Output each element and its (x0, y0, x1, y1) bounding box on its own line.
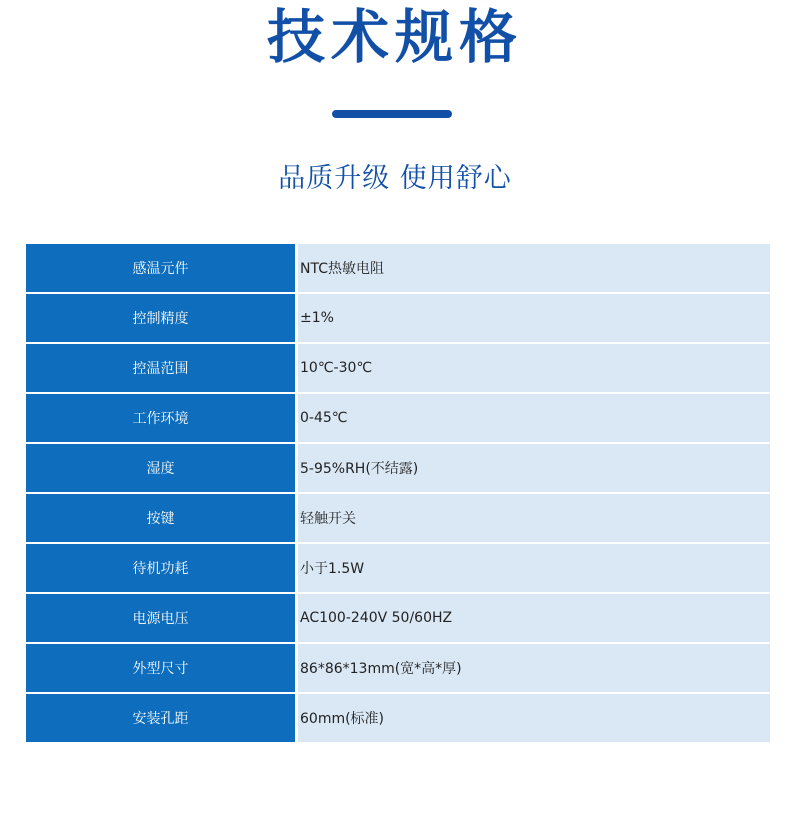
spec-table (26, 244, 770, 744)
spec-label: 湿度 (26, 444, 295, 492)
spec-value: 60mm(标准) (298, 694, 770, 742)
spec-row-sensor (26, 244, 770, 292)
spec-value: AC100-240V 50/60HZ (298, 594, 770, 642)
spec-label: 工作环境 (26, 394, 295, 442)
spec-label: 电源电压 (26, 594, 295, 642)
spec-label: 感温元件 (26, 244, 295, 292)
spec-label: 控制精度 (26, 294, 295, 342)
spec-label: 按键 (26, 494, 295, 542)
spec-row-dimensions (26, 644, 770, 692)
spec-value: 5-95%RH(不结露) (298, 444, 770, 492)
title-divider (332, 110, 452, 118)
spec-value: NTC热敏电阻 (298, 244, 770, 292)
spec-row-voltage (26, 594, 770, 642)
page-title: 技术规格 (266, 3, 523, 71)
spec-value: 10℃-30℃ (298, 344, 770, 392)
spec-value: 小于1.5W (298, 544, 770, 592)
spec-label: 控温范围 (26, 344, 295, 392)
spec-value: ±1% (298, 294, 770, 342)
spec-row-standby-power (26, 544, 770, 592)
spec-label: 外型尺寸 (26, 644, 295, 692)
spec-row-temp-range (26, 344, 770, 392)
spec-row-accuracy (26, 294, 770, 342)
spec-label: 安装孔距 (26, 694, 295, 742)
spec-value: 0-45℃ (298, 394, 770, 442)
spec-row-humidity (26, 444, 770, 492)
spec-row-environment (26, 394, 770, 442)
spec-label: 待机功耗 (26, 544, 295, 592)
spec-value: 轻触开关 (298, 494, 770, 542)
spec-row-mounting (26, 694, 770, 742)
page-subtitle: 品质升级 使用舒心 (278, 163, 512, 194)
spec-row-buttons (26, 494, 770, 542)
spec-value: 86*86*13mm(宽*高*厚) (298, 644, 770, 692)
